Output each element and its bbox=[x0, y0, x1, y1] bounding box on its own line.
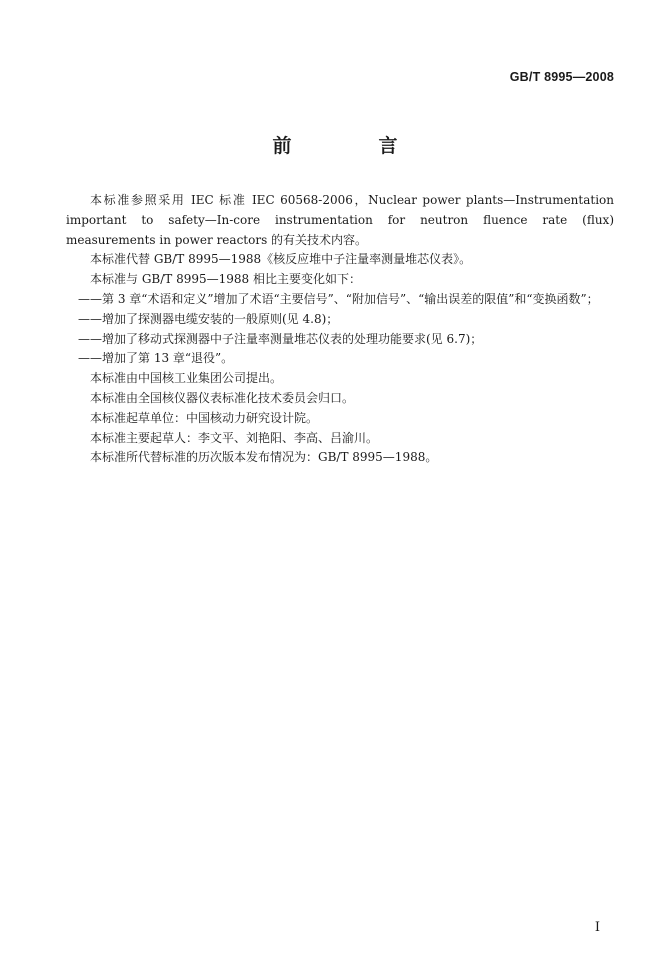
paragraph-drafters: 本标准主要起草人：李文平、刘艳阳、李高、吕渝川。 bbox=[90, 430, 379, 445]
paragraph-reference: 本标准参照采用 IEC 标准 IEC 60568-2006，Nuclear power plants—Instrumentation important to safety—In-core instrumentation for neutron fluence rate (flux) measurements in power reactors 的有关技术内容。 bbox=[66, 193, 614, 247]
foreword-body bbox=[66, 191, 614, 468]
paragraph-proposer: 本标准由中国核工业集团公司提出。 bbox=[90, 371, 283, 386]
change-item: ——增加了第 13 章“退役”。 bbox=[78, 351, 234, 366]
paragraph-history: 本标准所代替标准的历次版本发布情况为：GB/T 8995—1988。 bbox=[90, 450, 438, 465]
change-item: ——增加了移动式探测器中子注量率测量堆芯仪表的处理功能要求(见 6.7)； bbox=[78, 331, 483, 346]
paragraph-committee: 本标准由全国核仪器仪表标准化技术委员会归口。 bbox=[90, 390, 355, 405]
page-title: 前 言 bbox=[272, 135, 432, 157]
standard-code: GB/T 8995—2008 bbox=[509, 70, 614, 84]
page-number: I bbox=[594, 920, 600, 935]
paragraph-replaces: 本标准代替 GB/T 8995—1988《核反应堆中子注量率测量堆芯仪表》。 bbox=[90, 252, 472, 267]
paragraph-drafting-unit: 本标准起草单位：中国核动力研究设计院。 bbox=[90, 410, 319, 425]
change-item: ——第 3 章“术语和定义”增加了术语“主要信号”、“附加信号”、“输出误差的限值”和“变换函数”； bbox=[78, 291, 599, 306]
change-item: ——增加了探测器电缆安装的一般原则(见 4.8)； bbox=[78, 311, 339, 326]
paragraph-changes-intro: 本标准与 GB/T 8995—1988 相比主要变化如下： bbox=[90, 272, 361, 287]
